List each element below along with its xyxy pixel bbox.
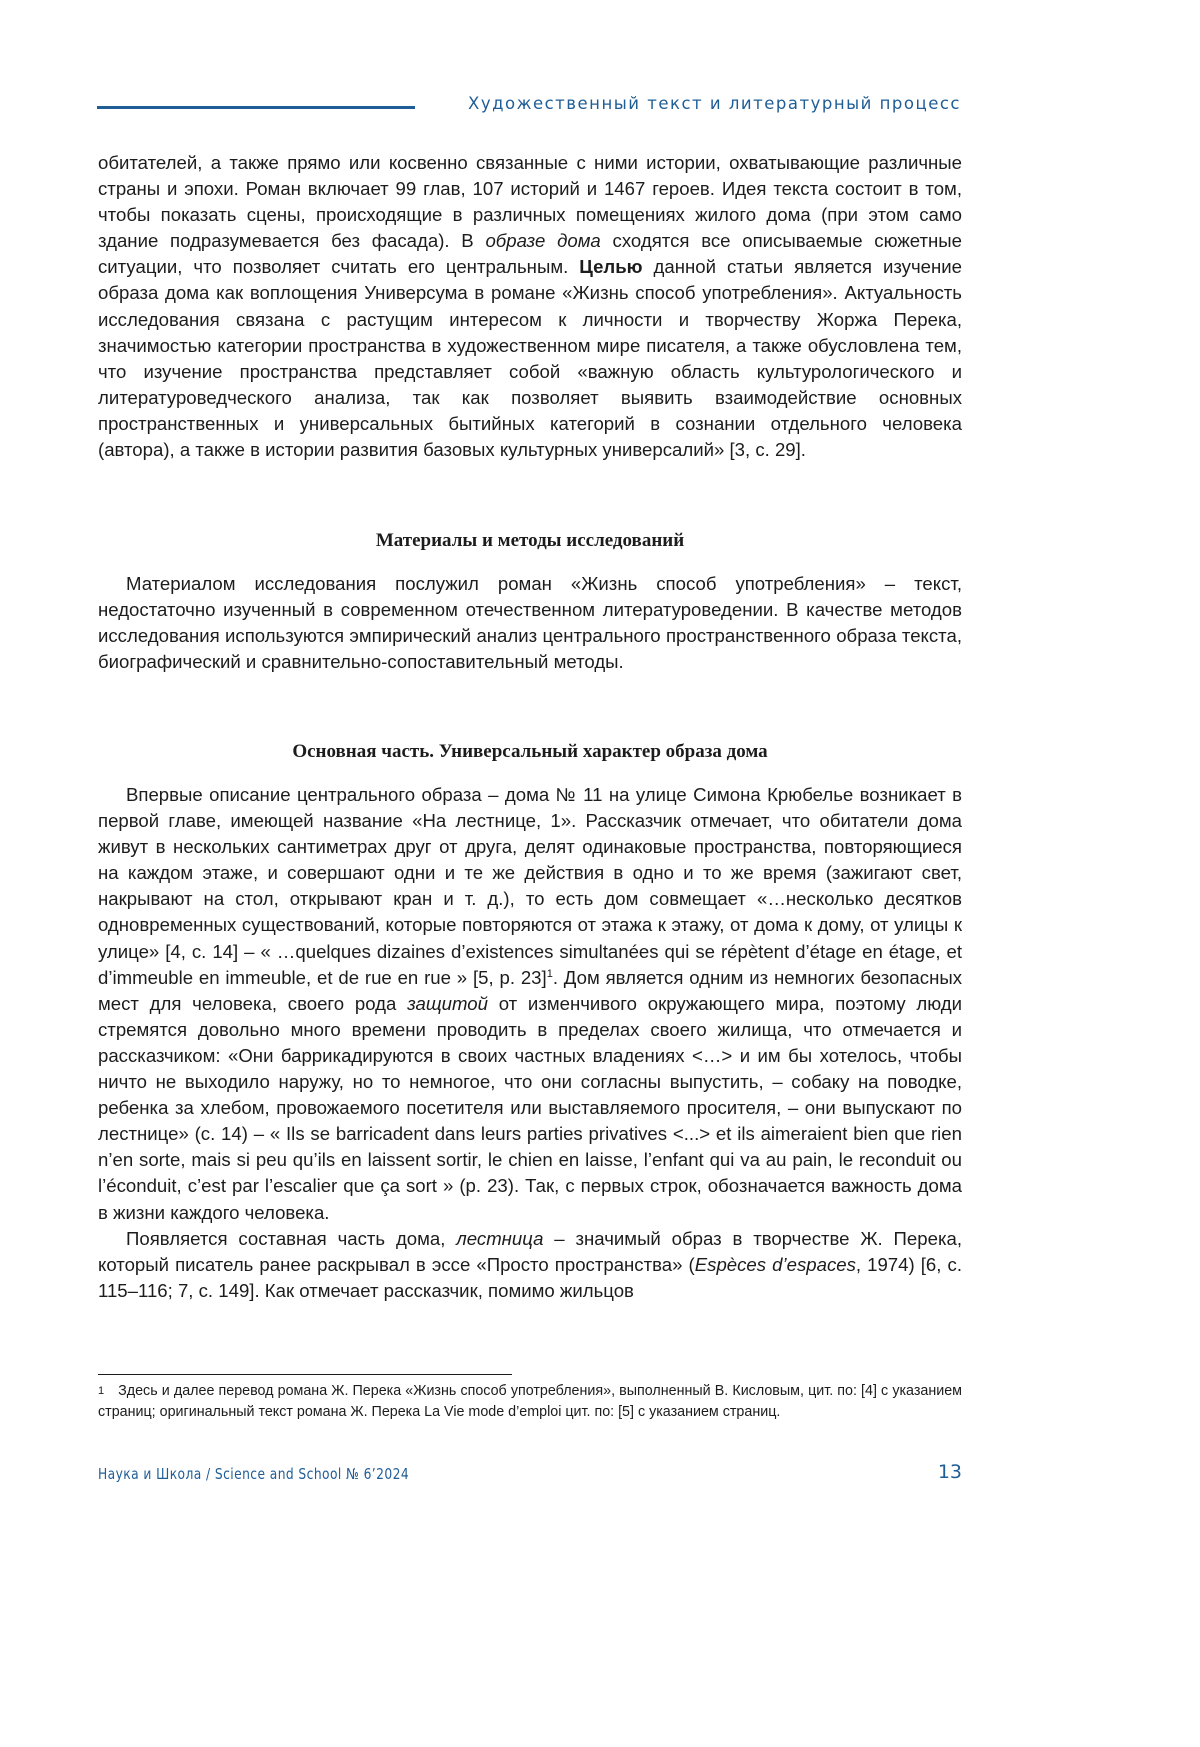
materials-text: Материалом исследования послужил роман «Жизнь способ употребления» – текст, недостаточно изученный в современном отечественном литературоведении. В качестве методов исследования используются эмпирический анализ центрального пространственного образа текста, биографический и сравнительно-сопоставительный методы. (98, 573, 962, 673)
main-p1-emphasis: защитой (407, 992, 488, 1014)
main-p2-text-c: , 1974) [6, с. 115–116; 7, с. 149]. Как отмечает рассказчик, помимо жильцов (98, 1253, 962, 1301)
intro-strong-goal: Целью (579, 256, 643, 278)
footnote-divider (98, 1374, 512, 1375)
section-heading-materials: Материалы и методы исследований (375, 530, 685, 551)
intro-text-2: сходятся все описываемые сюжетные ситуации, что позволяет считать его центральным. (98, 230, 962, 278)
materials-paragraph (98, 571, 962, 675)
footnote (98, 1381, 962, 1423)
main-p1-text-c: от изменчивого окружающего мира, поэтому люди стремятся довольно много времени проводить в пределах своего жилища, что отмечается и рассказчиком: «Они баррикадируются в своих частных владениях <…> и им бы хотелось, чтобы ничто не выходило наружу, но то немногое, что они согласны выпустить, – собаку на поводке, ребенка за хлебом, провожаемого посетителя или выставляемого просителя, – они выпускают по лестнице» (с. 14) – « Ils se barricadent dans leurs parties privatives <...> et ils aimeraient bien que rien n’en sorte, mais si peu qu’ils en laissent sortir, le chien en laisse, l’enfant qui va au pain, le reconduit ou l’éconduit, c’est par l’escalier que ça sort » (p. 23). Так, с первых строк, обозначается важность дома в жизни каждого человека. (98, 992, 962, 1223)
header-rule (97, 106, 415, 109)
intro-emphasis: образе дома (485, 230, 601, 252)
main-p2-emphasis-2: Espèces d’espaces (694, 1253, 856, 1275)
main-paragraph-1 (98, 782, 962, 1226)
running-title: Художественный текст и литературный процесс (468, 94, 961, 113)
intro-paragraph (98, 150, 962, 463)
main-p1-text-b: . Дом является одним из немногих безопасных мест для человека, своего рода (98, 966, 963, 1014)
main-section-body (98, 782, 962, 1304)
main-paragraph-2 (98, 1226, 962, 1304)
main-p1-text-a: Впервые описание центрального образа – дома № 11 на улице Симона Крюбелье возникает в первой главе, имеющей название «На лестнице, 1». Рассказчик отмечает, что обитатели дома живут в нескольких сантиметрах друг от друга, делят одинаковые пространства, повторяющиеся на каждом этаже, и совершают одни и те же действия в одно и то же время (зажигают свет, накрывают на стол, открывают кран и т. д.), то есть дом совмещает «…несколько десятков одновременных существований, которые повторяются от этажа к этажу, от дома к дому, от улицы к улице» [4, с. 14] – « …quelques dizaines d’existences simultanées qui se répètent d’étage en étage, et d’immeuble en immeuble, et de rue en rue » [5, p. 23] (98, 784, 962, 988)
footnote-text: Здесь и далее перевод романа Ж. Перека «Жизнь способ употребления», выполненный В. Кисловым, цит. по: [4] с указанием страниц; оригинальный текст романа Ж. Перека La Vie mode d’emploi цит. по: [5] с указанием страниц. (98, 1383, 962, 1420)
main-p2-emphasis-1: лестница (456, 1227, 544, 1249)
intro-text-3: данной статьи является изучение образа дома как воплощения Универсума в романе «Жизнь способ употребления». Актуальность исследования связана с растущим интересом к личности и творчеству Жоржа Перека, значимостью категории пространства в художественном мире писателя, а также обусловлена тем, что изучение пространства представляет собой «важную область культурологического и литературоведческого анализа, так как позволяет выявить взаимодействие основных пространственных и универсальных бытийных категорий в сознании отдельного человека (автора), а также в истории развития базовых культурных универсалий» [3, с. 29]. (98, 256, 962, 461)
footnote-number: 1 (98, 1385, 105, 1397)
section-heading-main: Основная часть. Универсальный характер образа дома (292, 741, 768, 762)
main-p2-text-a: Появляется составная часть дома, (126, 1227, 457, 1249)
footer-journal-title: Наука и Школа / Science and School № 6’2024 (98, 1465, 410, 1483)
main-p2-text-b: – значимый образ в творчестве Ж. Перека, который писатель ранее раскрывал в эссе «Просто пространства» ( (98, 1227, 962, 1275)
page-number: 13 (937, 1461, 962, 1483)
intro-text-1: обитателей, а также прямо или косвенно связанные с ними истории, охватывающие различные страны и эпохи. Роман включает 99 глав, 107 историй и 1467 героев. Идея текста состоит в том, чтобы показать сцены, происходящие в различных помещениях жилого дома (при этом само здание подразумевается без фасада). В (98, 152, 962, 252)
footnote-ref[interactable]: 1 (546, 967, 553, 980)
